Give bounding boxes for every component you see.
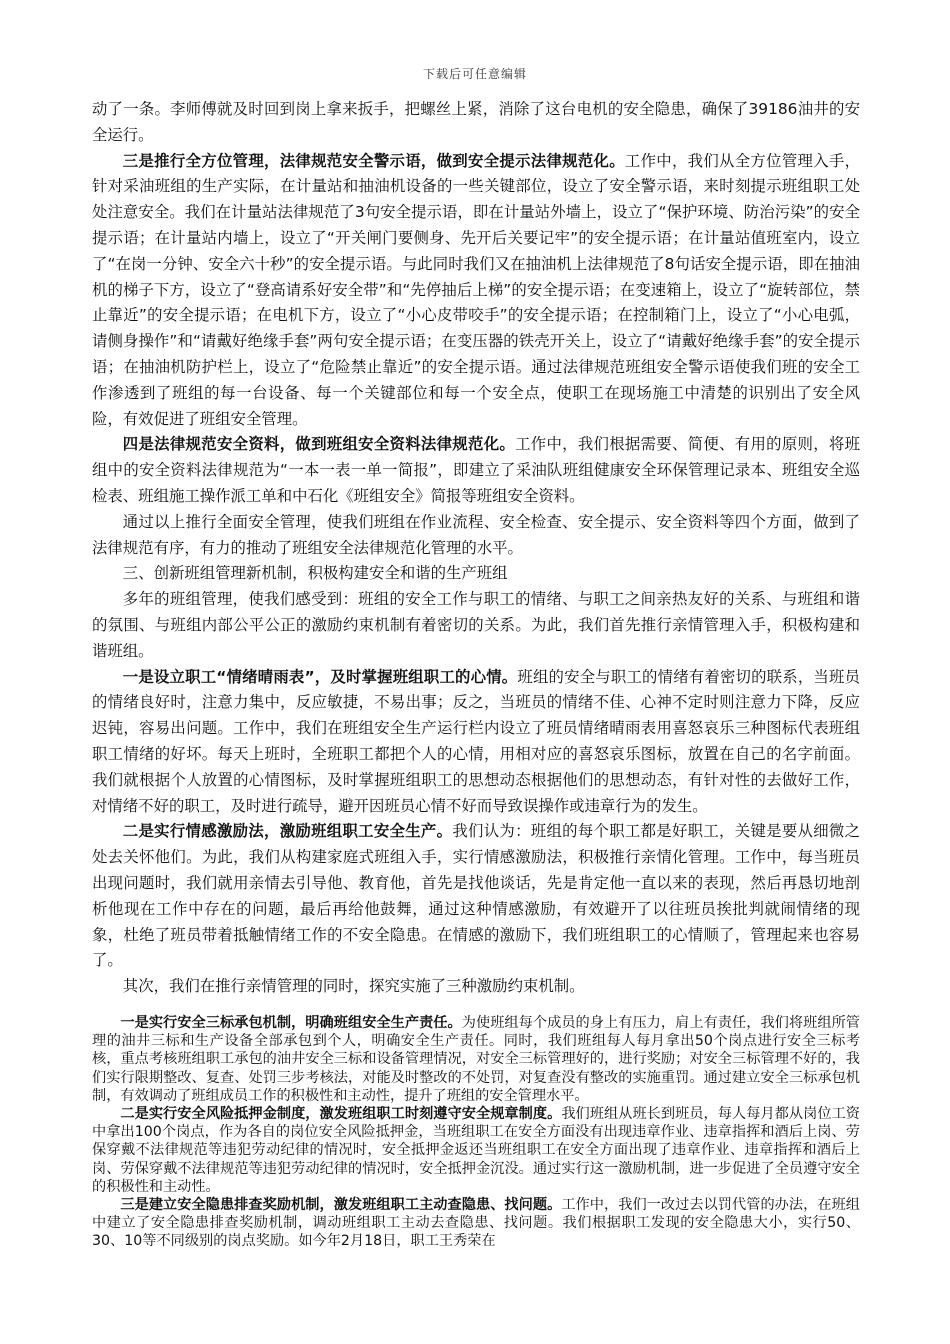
paragraph-text: 工作中，我们一改过去以罚代管的办法，在班组中建立了安全隐患排查奖励机制，调动班组职工主动去查隐患、找问题。我们根据职工发现的安全隐患大小，实行50、30、10等不同级别的岗点奖励。如今年2月18日，职工王秀荣在 <box>92 1197 860 1250</box>
paragraph <box>92 149 860 433</box>
paragraph-text: 我们班组从班长到班员，每人每月都从岗位工资中拿出100个岗点，作为各自的岗位安全风险抵押金，当班组职工在安全方面没有出现违章作业、违章指挥和酒后上岗、劳保穿戴不法律规范等违犯劳动纪律的情况时，安全抵押金返还当班组职工在安全方面出现了违章作业、违章指挥和酒后上岗、劳保穿戴不法律规范等违犯劳动纪律的情况时，安全抵押金沉没。通过实行这一激励机制，进一步促进了全员遵守安全的积极性和主动性。 <box>92 1106 860 1195</box>
paragraph-text: 通过以上推行全面安全管理，使我们班组在作业流程、安全检查、安全提示、安全资料等四个方面，做到了法律规范有序，有力的推动了班组安全法律规范化管理的水平。 <box>92 512 860 557</box>
paragraph <box>92 587 860 664</box>
paragraph-lead: 一是设立职工“情绪晴雨表”，及时掌握班组职工的心情。 <box>122 667 518 686</box>
paragraph-lead: 四是法律规范安全资料，做到班组安全资料法律规范化。 <box>122 435 516 454</box>
paragraph-lead: 一是实行安全三标承包机制，明确班组安全生产责任。 <box>120 1015 462 1031</box>
paragraph-lead: 二是实行情感激励法，激励班组职工安全生产。 <box>122 822 453 841</box>
paragraph-text: 为使班组每个成员的身上有压力，肩上有责任，我们将班组所管理的油井三标和生产设备全部承包到个人，明确安全生产责任。同时，我们班组每人每月拿出50个岗点进行安全三标考核，重点考核班组职工承包的油井安全三标和设备管理情况，对安全三标管理好的，进行奖励；对安全三标管理不好的，我们实行限期整改、复查、处罚三步考核法，对能及时整改的不处罚，对复查没有整改的实施重罚。通过建立安全三标承包机制，有效调动了班组成员工作的积极性和主动性，提升了班组的安全管理水平。 <box>92 1015 860 1104</box>
section-heading <box>92 561 860 587</box>
paragraph <box>92 510 860 562</box>
paragraph-text: 班组的安全与职工的情绪有着密切的联系，当班员的情绪良好时，注意力集中，反应敏捷，不易出事；反之，当班员的情绪不佳、心神不定时则注意力下降，反应迟钝，容易出问题。工作中，我们在班组安全生产运行栏内设立了班员情绪晴雨表用喜怒哀乐三种图标代表班组职工情绪的好坏。每天上班时，全班职工都把个人的心情，用相对应的喜怒哀乐图标，放置在自己的名字前面。我们就根据个人放置的心情图标，及时掌握班组职工的思想动态根据他们的思想动态，有针对性的去做好工作，对情绪不好的职工，及时进行疏导，避开因班员心情不好而导致误操作或违章行为的发生。 <box>92 667 860 815</box>
paragraph <box>92 974 860 1000</box>
paragraph <box>92 1014 860 1105</box>
paragraph-lead: 三是推行全方位管理，法律规范安全警示语，做到安全提示法律规范化。 <box>122 151 625 170</box>
paragraph-text: 三、创新班组管理新机制，积极构建安全和谐的生产班组 <box>122 564 508 583</box>
compact-text-block <box>92 1014 860 1251</box>
paragraph-text: 动了一条。李师傅就及时回到岗上拿来扳手，把螺丝上紧，消除了这台电机的安全隐患，确保了39186油井的安全运行。 <box>92 100 860 144</box>
paragraph <box>92 1105 860 1196</box>
paragraph <box>92 665 860 820</box>
paragraph-text: 其次，我们在推行亲情管理的同时，探究实施了三种激励约束机制。 <box>122 977 585 996</box>
paragraph-text: 工作中，我们从全方位管理入手，针对采油班组的生产实际，在计量站和抽油机设备的一些关键部位，设立了安全警示语，来时刻提示班组职工处处注意安全。我们在计量站法律规范了3句安全提示语，即在计量站外墙上，设立了“保护环境、防治污染”的安全提示语；在计量站内墙上，设立了“开关闸门要侧身、先开后关要记牢”的安全提示语；在计量站值班室内，设立了“在岗一分钟、安全六十秒”的安全提示语。与此同时我们又在抽油机上法律规范了8句话安全提示语，即在抽油机的梯子下方，设立了“登高请系好安全带”和“先停抽后上梯”的安全提示语；在变速箱上，设立了“旋转部位，禁止靠近”的安全提示语；在电机下方，设立了“小心皮带咬手”的安全提示语；在控制箱门上，设立了“小心电弧，请侧身操作”和“请戴好绝缘手套”两句安全提示语；在变压器的铁壳开关上，设立了“请戴好绝缘手套”的安全提示语；在抽油机防护栏上，设立了“危险禁止靠近”的安全提示语。通过法律规范班组安全警示语使我们班的安全工作渗透到了班组的每一台设备、每一个关键部位和每一个安全点，使职工在现场施工中清楚的识别出了安全风险，有效促进了班组安全管理。 <box>92 151 860 428</box>
paragraph <box>92 97 860 149</box>
paragraph <box>92 819 860 974</box>
paragraph <box>92 432 860 509</box>
paragraph-text: 多年的班组管理，使我们感受到：班组的安全工作与职工的情绪、与职工之间亲热友好的关系、与班组和谐的氛围、与班组内部公平公正的激励约束机制有着密切的关系。为此，我们首先推行亲情管理入手，积极构建和谐班组。 <box>92 590 860 660</box>
main-text-block <box>92 97 860 1000</box>
page-header: 下载后可任意编辑 <box>422 67 527 81</box>
paragraph-lead: 二是实行安全风险抵押金制度，激发班组职工时刻遵守安全规章制度。 <box>120 1106 562 1123</box>
paragraph-text: 工作中，我们根据需要、简便、有用的原则，将班组中的安全资料法律规范为“一本一表一单一简报”，即建立了采油队班组健康安全环保管理记录本、班组安全巡检表、班组施工操作派工单和中石化《班组安全》简报等班组安全资料。 <box>92 435 860 505</box>
paragraph <box>92 1196 860 1251</box>
paragraph-text: 我们认为：班组的每个职工都是好职工，关键是要从细微之处去关怀他们。为此，我们从构建家庭式班组入手，实行情感激励法，积极推行亲情化管理。工作中，每当班员出现问题时，我们就用亲情去引导他、教育他，首先是找他谈话，先是肯定他一直以来的表现，然后再恳切地剖析他现在工作中存在的问题，最后再给他鼓舞，通过这种情感激励，有效避开了以往班员挨批判就闹情绪的现象，杜绝了班员带着抵触情绪工作的不安全隐患。在情感的激励下，我们班组职工的心情顺了，管理起来也容易了。 <box>92 822 860 970</box>
paragraph-lead: 三是建立安全隐患排查奖励机制，激发班组职工主动查隐患、找问题。 <box>120 1197 562 1214</box>
